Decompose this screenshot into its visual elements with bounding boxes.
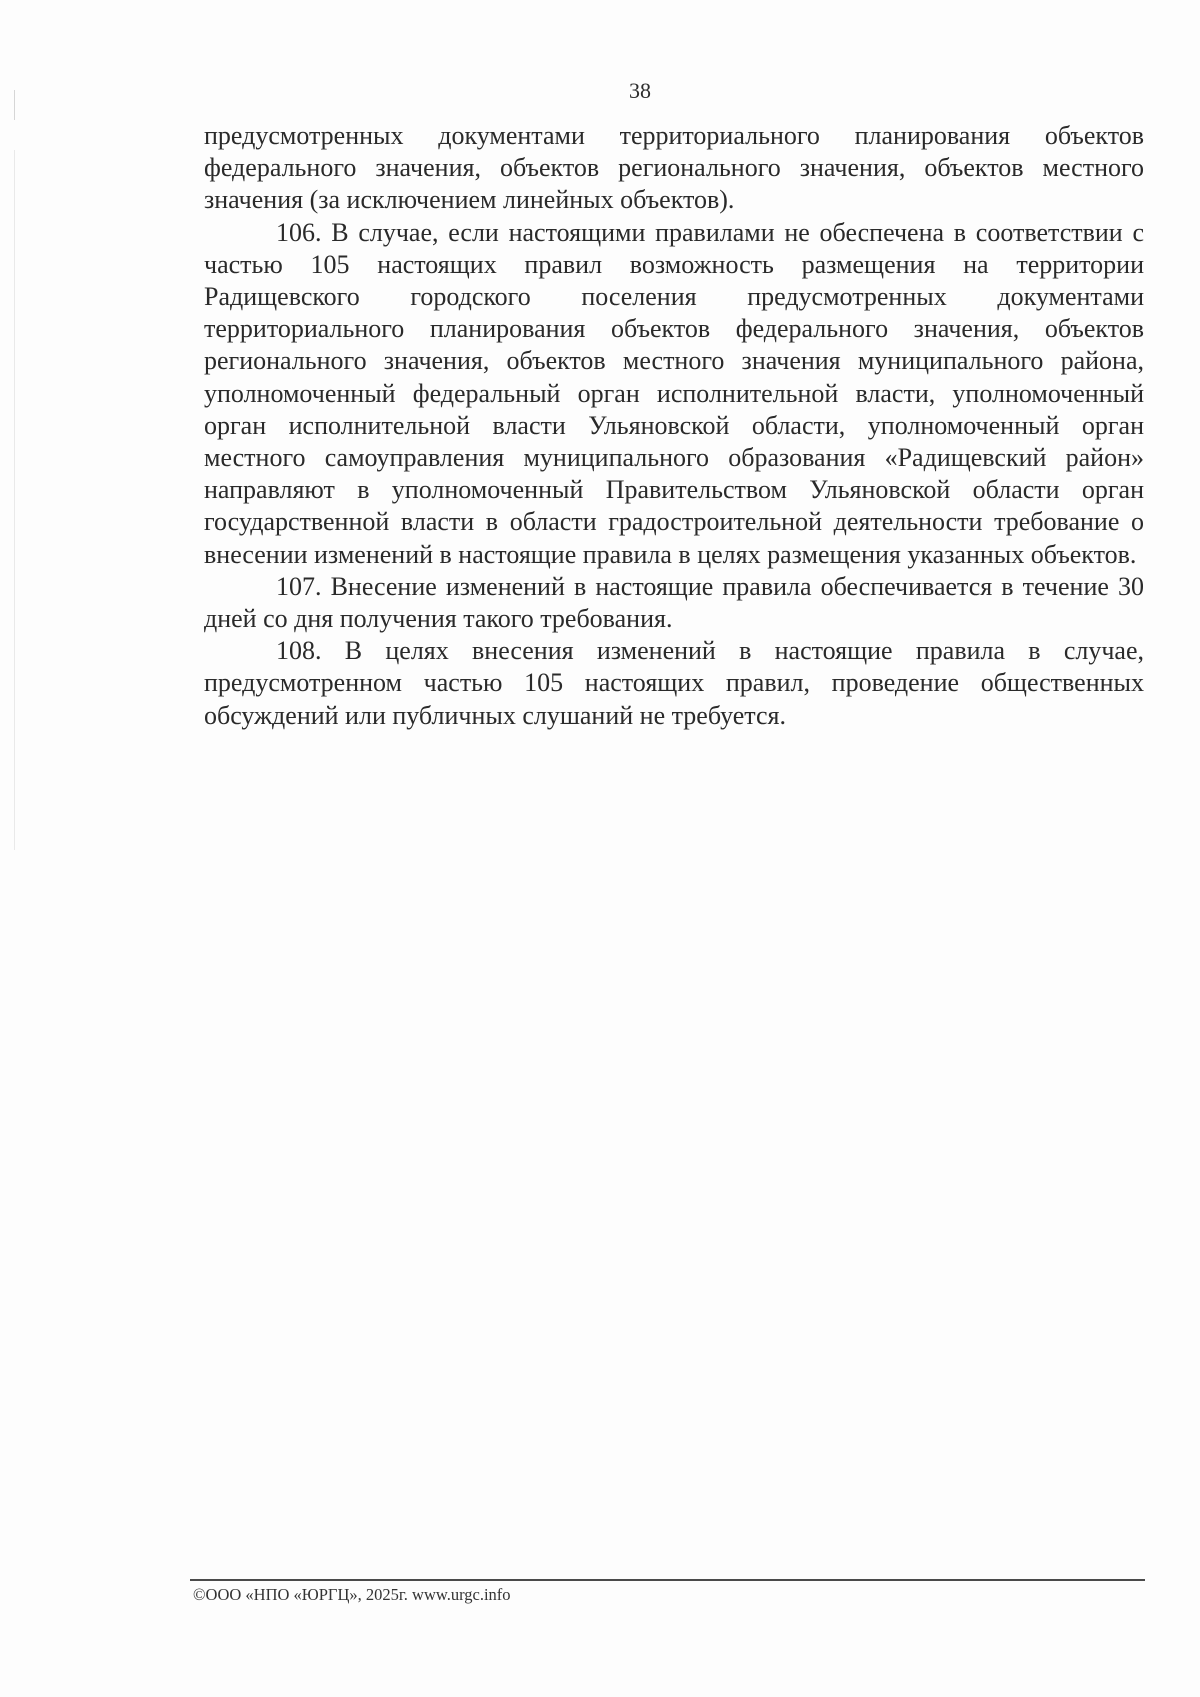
paragraph-106: 106. В случае, если настоящими правилами не обеспечена в соответствии с частью 105 настоящих правил возможность размещения на территории Радищевского городского поселения предусмотренных документами территориального планирования объектов федерального значения, объектов регионального значения, объектов местного значения муниципального района, уполномоченный федеральный орган исполнительной власти, уполномоченный орган исполнительной власти Ульяновской области, уполномоченный орган местного самоуправления муниципального образования «Радищевский район» направляют в уполномоченный Правительством Ульяновской области орган государственной власти в области градостроительной деятельности требование о внесении изменений в настоящие правила в целях размещения указанных объектов. — [204, 217, 1144, 569]
footer-copyright: ©ООО «НПО «ЮРГЦ», 2025г. www.urgc.info — [193, 1585, 511, 1604]
footer-divider — [190, 1579, 1145, 1581]
paragraph-continuation: предусмотренных документами территориального планирования объектов федерального значения, объектов регионального значения, объектов местного значения (за исключением линейных объектов). — [204, 121, 1144, 215]
scan-artifact — [14, 150, 15, 850]
page-number: 38 — [629, 78, 651, 103]
paragraph-107: 107. Внесение изменений в настоящие правила обеспечивается в течение 30 дней со дня получения такого требования. — [204, 571, 1144, 634]
document-body — [204, 120, 1144, 732]
paragraph-108: 108. В целях внесения изменений в настоящие правила в случае, предусмотренном частью 105 настоящих правил, проведение общественных обсуждений или публичных слушаний не требуется. — [204, 636, 1144, 730]
